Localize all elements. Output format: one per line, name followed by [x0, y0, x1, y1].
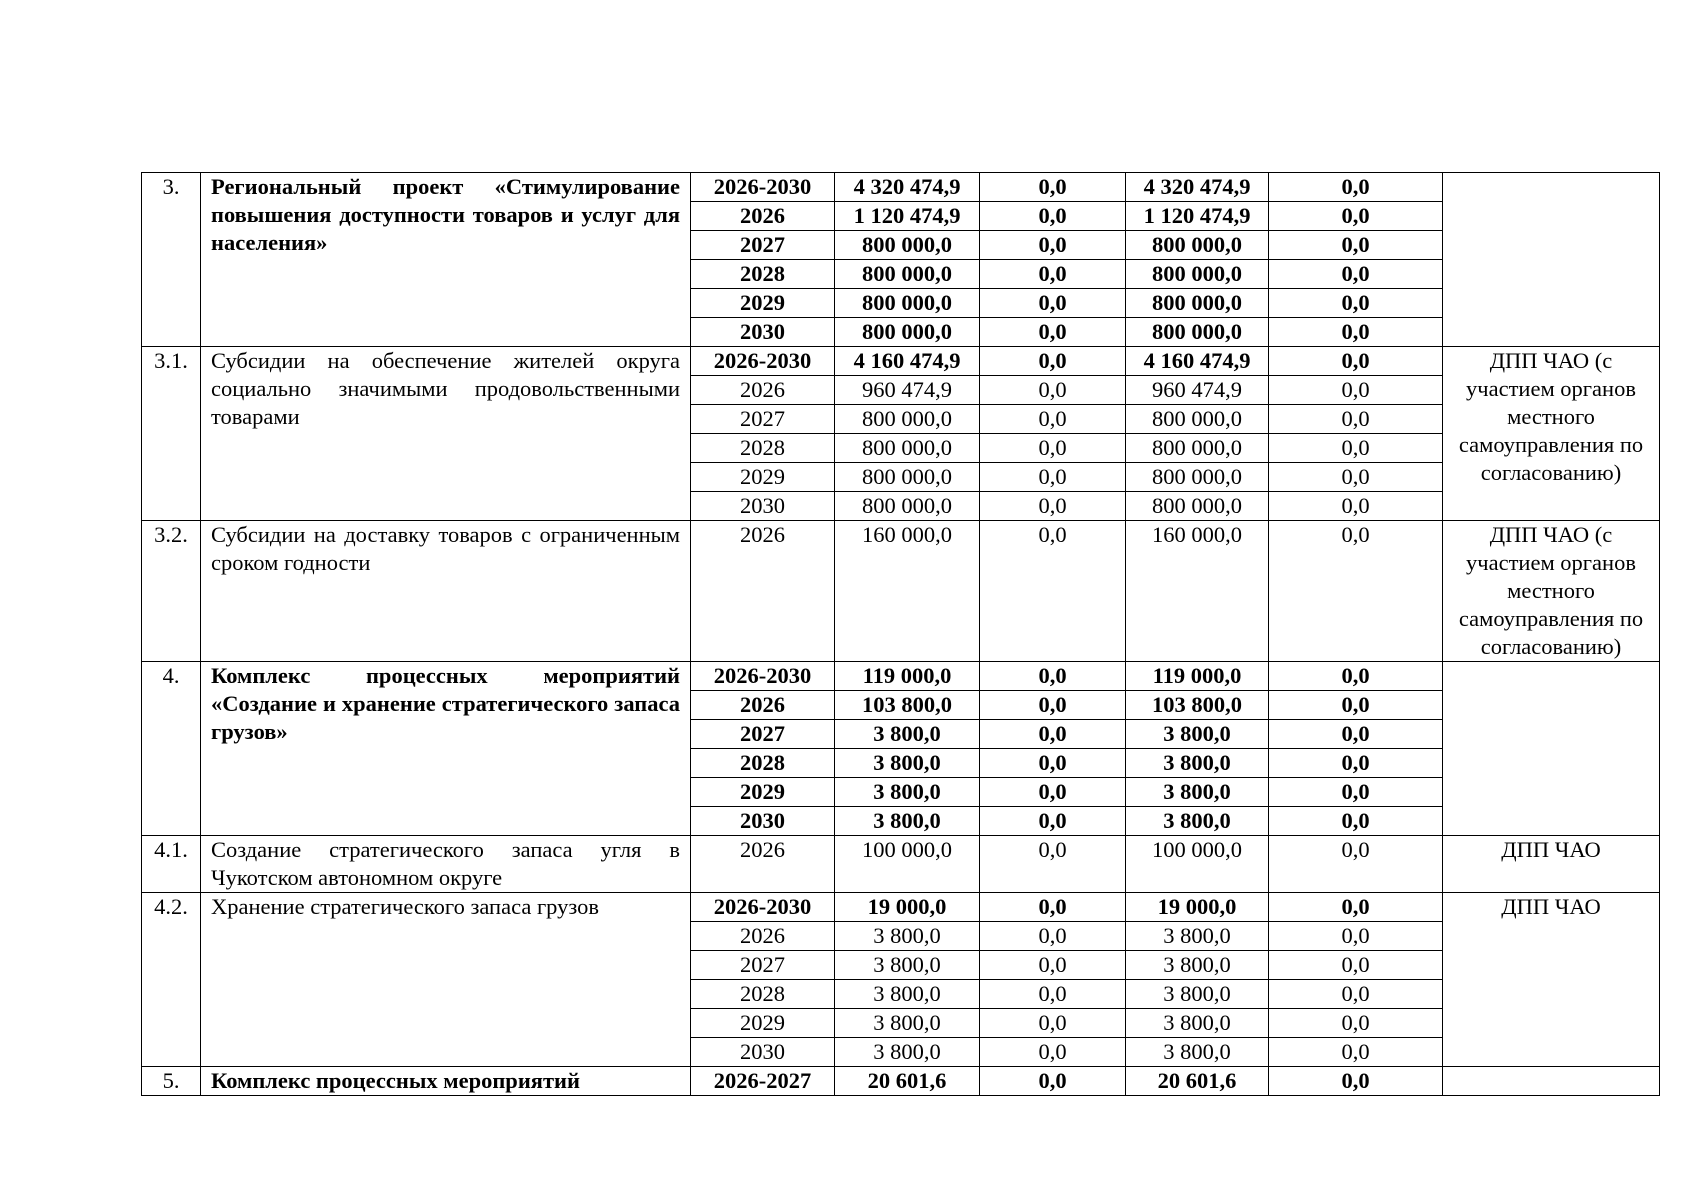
period-cell: 2026-2027: [691, 1067, 835, 1096]
federal-budget-cell: 0,0: [980, 922, 1126, 951]
period-cell: 2030: [691, 492, 835, 521]
period-cell: 2028: [691, 980, 835, 1009]
row-number: 4.1.: [142, 836, 201, 893]
row-number: 3.2.: [142, 521, 201, 662]
federal-budget-cell: 0,0: [980, 1067, 1126, 1096]
total-cell: 100 000,0: [835, 836, 980, 893]
total-cell: 3 800,0: [835, 1038, 980, 1067]
federal-budget-cell: 0,0: [980, 951, 1126, 980]
executor-cell: ДПП ЧАО (с участием органов местного самоуправления по согласованию): [1443, 347, 1660, 521]
federal-budget-cell: 0,0: [980, 347, 1126, 376]
federal-budget-cell: 0,0: [980, 778, 1126, 807]
total-cell: 4 160 474,9: [835, 347, 980, 376]
local-budget-cell: 0,0: [1269, 202, 1443, 231]
federal-budget-cell: 0,0: [980, 720, 1126, 749]
total-cell: 800 000,0: [835, 260, 980, 289]
period-cell: 2029: [691, 778, 835, 807]
federal-budget-cell: 0,0: [980, 289, 1126, 318]
period-cell: 2029: [691, 463, 835, 492]
federal-budget-cell: 0,0: [980, 691, 1126, 720]
measure-title: Создание стратегического запаса угля в Чукотском автономном округе: [201, 836, 691, 893]
total-cell: 3 800,0: [835, 749, 980, 778]
period-cell: 2026: [691, 691, 835, 720]
table-row: [142, 1067, 1660, 1096]
total-cell: 800 000,0: [835, 492, 980, 521]
table-row: [142, 521, 1660, 662]
federal-budget-cell: 0,0: [980, 1009, 1126, 1038]
period-cell: 2026-2030: [691, 173, 835, 202]
okrug-budget-cell: 800 000,0: [1126, 318, 1269, 347]
okrug-budget-cell: 3 800,0: [1126, 980, 1269, 1009]
okrug-budget-cell: 4 320 474,9: [1126, 173, 1269, 202]
federal-budget-cell: 0,0: [980, 807, 1126, 836]
local-budget-cell: 0,0: [1269, 173, 1443, 202]
table-row: [142, 173, 1660, 202]
period-cell: 2030: [691, 1038, 835, 1067]
total-cell: 160 000,0: [835, 521, 980, 662]
local-budget-cell: 0,0: [1269, 951, 1443, 980]
executor-cell: ДПП ЧАО: [1443, 836, 1660, 893]
table-row: [142, 893, 1660, 922]
local-budget-cell: 0,0: [1269, 434, 1443, 463]
total-cell: 4 320 474,9: [835, 173, 980, 202]
total-cell: 19 000,0: [835, 893, 980, 922]
executor-cell: [1443, 1067, 1660, 1096]
period-cell: 2029: [691, 1009, 835, 1038]
okrug-budget-cell: 3 800,0: [1126, 1009, 1269, 1038]
local-budget-cell: 0,0: [1269, 922, 1443, 951]
local-budget-cell: 0,0: [1269, 1067, 1443, 1096]
period-cell: 2030: [691, 807, 835, 836]
local-budget-cell: 0,0: [1269, 1009, 1443, 1038]
table-row: [142, 662, 1660, 691]
okrug-budget-cell: 960 474,9: [1126, 376, 1269, 405]
okrug-budget-cell: 800 000,0: [1126, 289, 1269, 318]
table-body: [142, 173, 1660, 1096]
total-cell: 800 000,0: [835, 434, 980, 463]
local-budget-cell: 0,0: [1269, 662, 1443, 691]
local-budget-cell: 0,0: [1269, 749, 1443, 778]
total-cell: 1 120 474,9: [835, 202, 980, 231]
local-budget-cell: 0,0: [1269, 289, 1443, 318]
federal-budget-cell: 0,0: [980, 893, 1126, 922]
okrug-budget-cell: 800 000,0: [1126, 405, 1269, 434]
okrug-budget-cell: 1 120 474,9: [1126, 202, 1269, 231]
local-budget-cell: 0,0: [1269, 260, 1443, 289]
federal-budget-cell: 0,0: [980, 231, 1126, 260]
measure-title: Хранение стратегического запаса грузов: [201, 893, 691, 1067]
federal-budget-cell: 0,0: [980, 1038, 1126, 1067]
okrug-budget-cell: 3 800,0: [1126, 807, 1269, 836]
total-cell: 103 800,0: [835, 691, 980, 720]
local-budget-cell: 0,0: [1269, 836, 1443, 893]
local-budget-cell: 0,0: [1269, 521, 1443, 662]
period-cell: 2028: [691, 434, 835, 463]
okrug-budget-cell: 800 000,0: [1126, 260, 1269, 289]
total-cell: 3 800,0: [835, 807, 980, 836]
federal-budget-cell: 0,0: [980, 980, 1126, 1009]
okrug-budget-cell: 103 800,0: [1126, 691, 1269, 720]
period-cell: 2026: [691, 836, 835, 893]
federal-budget-cell: 0,0: [980, 173, 1126, 202]
local-budget-cell: 0,0: [1269, 347, 1443, 376]
okrug-budget-cell: 3 800,0: [1126, 749, 1269, 778]
period-cell: 2026-2030: [691, 893, 835, 922]
executor-cell: ДПП ЧАО: [1443, 893, 1660, 1067]
local-budget-cell: 0,0: [1269, 492, 1443, 521]
okrug-budget-cell: 3 800,0: [1126, 922, 1269, 951]
total-cell: 800 000,0: [835, 405, 980, 434]
federal-budget-cell: 0,0: [980, 434, 1126, 463]
measure-title: Комплекс процессных мероприятий «Создание и хранение стратегического запаса грузов»: [201, 662, 691, 836]
period-cell: 2029: [691, 289, 835, 318]
executor-cell: [1443, 662, 1660, 836]
federal-budget-cell: 0,0: [980, 749, 1126, 778]
total-cell: 800 000,0: [835, 231, 980, 260]
federal-budget-cell: 0,0: [980, 260, 1126, 289]
total-cell: 3 800,0: [835, 720, 980, 749]
period-cell: 2026-2030: [691, 347, 835, 376]
measure-title: Субсидии на обеспечение жителей округа социально значимыми продовольственными товарами: [201, 347, 691, 521]
local-budget-cell: 0,0: [1269, 807, 1443, 836]
total-cell: 20 601,6: [835, 1067, 980, 1096]
total-cell: 800 000,0: [835, 463, 980, 492]
row-number: 5.: [142, 1067, 201, 1096]
federal-budget-cell: 0,0: [980, 318, 1126, 347]
okrug-budget-cell: 20 601,6: [1126, 1067, 1269, 1096]
okrug-budget-cell: 19 000,0: [1126, 893, 1269, 922]
period-cell: 2026: [691, 202, 835, 231]
period-cell: 2026: [691, 922, 835, 951]
okrug-budget-cell: 100 000,0: [1126, 836, 1269, 893]
okrug-budget-cell: 3 800,0: [1126, 951, 1269, 980]
table-row: [142, 836, 1660, 893]
period-cell: 2028: [691, 749, 835, 778]
total-cell: 800 000,0: [835, 318, 980, 347]
period-cell: 2027: [691, 951, 835, 980]
period-cell: 2026-2030: [691, 662, 835, 691]
okrug-budget-cell: 3 800,0: [1126, 1038, 1269, 1067]
okrug-budget-cell: 800 000,0: [1126, 231, 1269, 260]
federal-budget-cell: 0,0: [980, 521, 1126, 662]
executor-cell: ДПП ЧАО (с участием органов местного самоуправления по согласованию): [1443, 521, 1660, 662]
period-cell: 2030: [691, 318, 835, 347]
total-cell: 800 000,0: [835, 289, 980, 318]
executor-cell: [1443, 173, 1660, 347]
federal-budget-cell: 0,0: [980, 376, 1126, 405]
row-number: 4.: [142, 662, 201, 836]
period-cell: 2027: [691, 405, 835, 434]
total-cell: 3 800,0: [835, 1009, 980, 1038]
local-budget-cell: 0,0: [1269, 318, 1443, 347]
local-budget-cell: 0,0: [1269, 376, 1443, 405]
row-number: 3.: [142, 173, 201, 347]
period-cell: 2028: [691, 260, 835, 289]
local-budget-cell: 0,0: [1269, 1038, 1443, 1067]
federal-budget-cell: 0,0: [980, 405, 1126, 434]
okrug-budget-cell: 4 160 474,9: [1126, 347, 1269, 376]
total-cell: 3 800,0: [835, 922, 980, 951]
local-budget-cell: 0,0: [1269, 778, 1443, 807]
total-cell: 119 000,0: [835, 662, 980, 691]
local-budget-cell: 0,0: [1269, 980, 1443, 1009]
federal-budget-cell: 0,0: [980, 463, 1126, 492]
okrug-budget-cell: 800 000,0: [1126, 463, 1269, 492]
period-cell: 2026: [691, 521, 835, 662]
period-cell: 2027: [691, 231, 835, 260]
okrug-budget-cell: 3 800,0: [1126, 720, 1269, 749]
total-cell: 960 474,9: [835, 376, 980, 405]
row-number: 3.1.: [142, 347, 201, 521]
table-row: [142, 347, 1660, 376]
period-cell: 2026: [691, 376, 835, 405]
federal-budget-cell: 0,0: [980, 662, 1126, 691]
local-budget-cell: 0,0: [1269, 405, 1443, 434]
local-budget-cell: 0,0: [1269, 691, 1443, 720]
okrug-budget-cell: 800 000,0: [1126, 434, 1269, 463]
local-budget-cell: 0,0: [1269, 893, 1443, 922]
period-cell: 2027: [691, 720, 835, 749]
total-cell: 3 800,0: [835, 980, 980, 1009]
local-budget-cell: 0,0: [1269, 720, 1443, 749]
local-budget-cell: 0,0: [1269, 463, 1443, 492]
okrug-budget-cell: 3 800,0: [1126, 778, 1269, 807]
total-cell: 3 800,0: [835, 778, 980, 807]
row-number: 4.2.: [142, 893, 201, 1067]
local-budget-cell: 0,0: [1269, 231, 1443, 260]
okrug-budget-cell: 800 000,0: [1126, 492, 1269, 521]
federal-budget-cell: 0,0: [980, 202, 1126, 231]
budget-table: [141, 172, 1660, 1096]
measure-title: Субсидии на доставку товаров с ограниченным сроком годности: [201, 521, 691, 662]
okrug-budget-cell: 119 000,0: [1126, 662, 1269, 691]
federal-budget-cell: 0,0: [980, 492, 1126, 521]
total-cell: 3 800,0: [835, 951, 980, 980]
measure-title: Региональный проект «Стимулирование повышения доступности товаров и услуг для населения»: [201, 173, 691, 347]
federal-budget-cell: 0,0: [980, 836, 1126, 893]
okrug-budget-cell: 160 000,0: [1126, 521, 1269, 662]
measure-title: Комплекс процессных мероприятий: [201, 1067, 691, 1096]
